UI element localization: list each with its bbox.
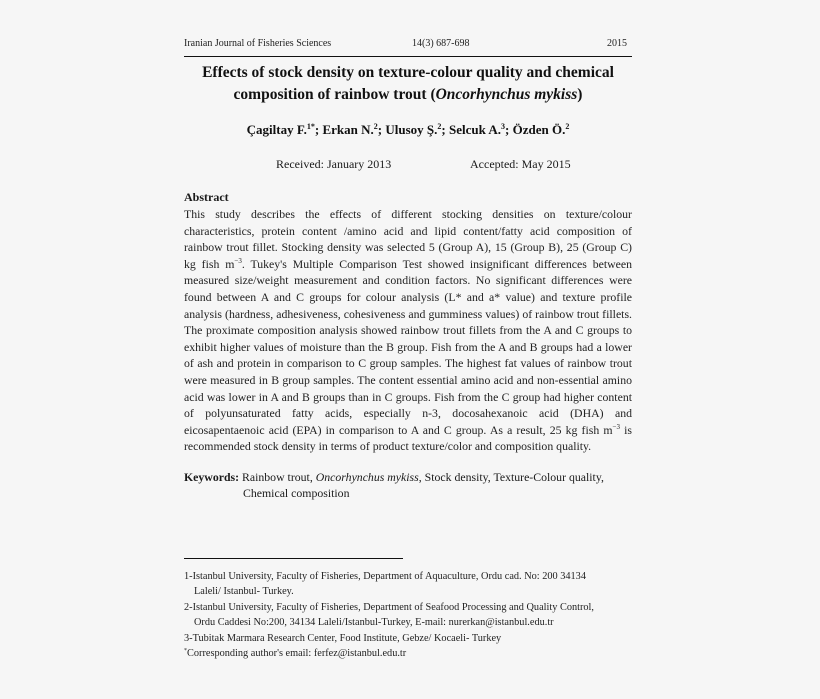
keywords-label: Keywords: [184,470,240,484]
author: Özden Ö.$^2$ [512,122,570,137]
species-name: Oncorhynchus mykiss [435,86,578,103]
paper-title [184,62,632,106]
accepted-date: Accepted: May 2015 [470,157,571,171]
footnote-3: 3-Tubitak Marmara Research Center, Food Institute, Gebze/ Kocaeli- Turkey [184,632,502,644]
title-line-2 [184,84,632,106]
received-date: Received: January 2013 [276,157,392,171]
volume-pages: 14(3) 687-698 [412,38,470,49]
footnote-2: 2-Istanbul University, Faculty of Fisheries, Department of Seafood Processing and Quality Control, [184,601,594,613]
author-list [184,121,632,139]
footnote-divider [184,558,403,559]
header-divider [184,56,632,57]
affiliation-footnotes [184,569,632,661]
title-text: ) [577,86,583,103]
author: Selcuk A.$^3$; [448,122,513,137]
footnote-1: 1-Istanbul University, Faculty of Fisheries, Department of Aquaculture, Ordu cad. No: 200 34134 [184,571,586,582]
keywords-line-2: Chemical composition [243,486,350,500]
corresponding-author: *Corresponding author's email: ferfez@istanbul.edu.tr [184,648,407,660]
running-head [184,38,627,54]
author: Erkan N.$^2$; [322,122,386,137]
submission-dates [184,157,632,173]
species-name: Oncorhynchus mykiss [315,470,419,484]
footnote-2-cont: Ordu Caddesi No:200, 34134 Laleli/Istanbul-Turkey, E-mail: nurerkan@istanbul.edu.tr [194,617,554,629]
publication-year: 2015 [607,38,627,49]
keywords: Keywords: Rainbow trout, Oncorhynchus mykiss, Stock density, Texture-Colour quality, Chemical composition [184,469,632,501]
abstract-heading: Abstract [184,190,229,204]
author: Ulusoy Ş.$^2$; [385,122,449,137]
title-line-1: Effects of stock density on texture-colour quality and chemical [202,64,614,81]
abstract-text: This study describes the effects of different stocking densities on texture/colour characteristics, protein content /amino acid and lipid content/fatty acid composition of rainbow trout fillet. Stocking density was selected 5 (Group A), 15 (Group B), 25 (Group C) kg fish $m^{-3}$. Tukey's Multiple Comparison Test showed insignificant differences between measured size/weight measurement and condition factors. No significant differences were found between A and C groups for colour analysis (L* and a* value) and texture profile analysis (hardness, adhesiveness, cohesiveness and gumminess values) of rainbow trout fillets. The proximate composition analysis showed rainbow trout fillets from the A and C groups to exhibit higher values of moisture than the B group. Fish from the A and B groups had a lower of ash and protein in comparison to C group samples. The highest fat values of rainbow trout were measured in B group samples. The content essential amino acid and non-essential amino acid was lower in A and B groups than in C groups. Fish from the C group had higher content of polyunsaturated fatty acids, especially n-3, docosahexanoic acid (DHA) and eicosapentaenoic acid (EPA) in comparison to A and C group. As a result, 25 kg fish $m^{-3}$ is recommended stock density in terms of product texture/color and composition quality. [184,207,633,454]
journal-name: Iranian Journal of Fisheries Sciences [184,38,332,49]
title-text: composition of rainbow trout ( [233,86,436,103]
author: Çagiltay F.$^{1*}$; [246,122,323,137]
footnote-1-cont: Laleli/ Istanbul- Turkey. [194,586,294,598]
